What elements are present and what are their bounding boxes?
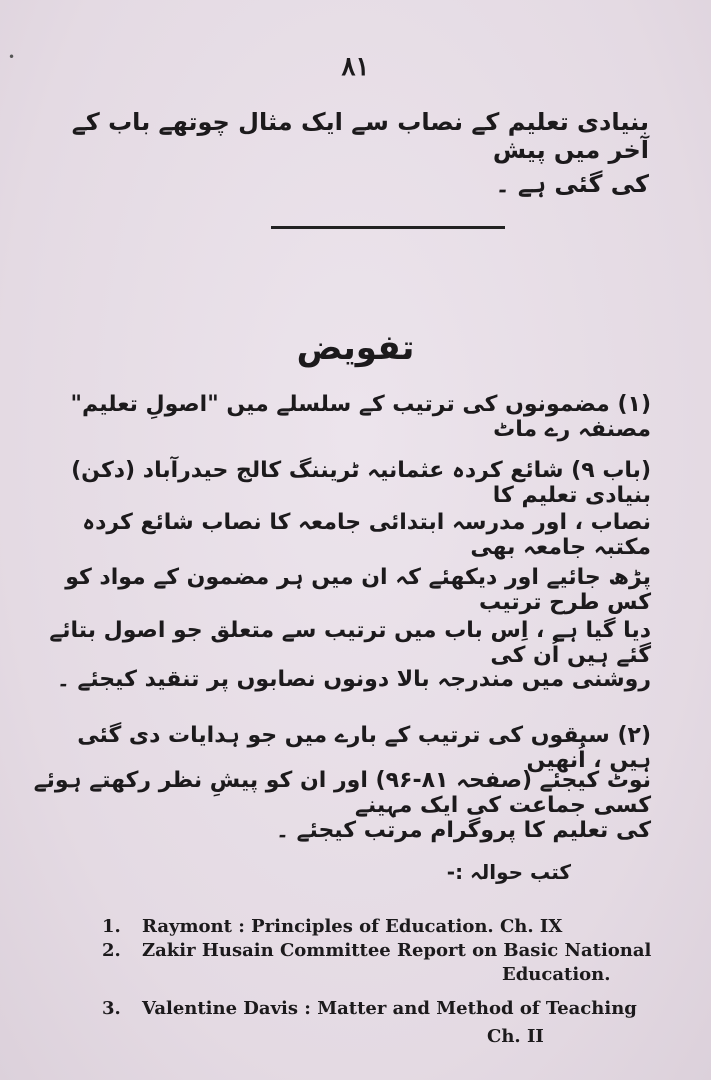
exercise-line: (۲) سبقوں کی ترتیب کے بارے میں جو ہدایات دی گئی ہیں ، اُنھیں [77,723,651,773]
page-number: ٨١ [341,52,370,82]
section-heading: تفویض [296,328,415,368]
exercise-line: روشنی میں مندرجہ بالا دونوں نصابوں پر تنقید کیجئے ۔ [56,667,651,692]
reference-text: Raymont : Principles of Education. Ch. IX [142,916,563,937]
intro-line: کی گئی ہے ۔ [495,170,649,198]
margin-mark: • [8,50,16,64]
references-heading: کتب حوالہ :- [446,860,571,884]
exercise-line: دیا گیا ہے ، اِس باب میں ترتیب سے متعلق جو اصول بتائے گئے ہیں اُن کی [49,618,651,668]
section-divider [271,226,505,229]
reference-number: 2. [102,940,121,961]
reference-text: Zakir Husain Committee Report on Basic National [142,940,652,961]
reference-continuation: Education. [502,964,611,985]
exercise-line: کی تعلیم کا پروگرام مرتب کیجئے ۔ [276,818,651,843]
exercise-line: نصاب ، اور مدرسہ ابتدائی جامعہ کا نصاب شائع کردہ مکتبہ جامعہ بھی [82,510,651,560]
reference-continuation: Ch. II [487,1026,544,1047]
reference-number: 1. [102,916,121,937]
intro-line: بنیادی تعلیم کے نصاب سے ایک مثال چوتھے باب کے آخر میں پیش [71,108,649,164]
exercise-line: نوٹ کیجئے (صفحہ ۸۱-۹۶) اور ان کو پیشِ نظر رکھتے ہوئے کسی جماعت کی ایک مہینے [33,768,651,818]
exercise-line: پڑھ جائیے اور دیکھئے کہ ان میں ہر مضمون کے مواد کو کس طرح ترتیب [65,565,651,615]
reference-text: Valentine Davis : Matter and Method of Teaching [142,998,637,1019]
reference-number: 3. [102,998,121,1019]
exercise-line: (باب ۹) شائع کردہ عثمانیہ ٹریننگ کالج حیدرآباد (دکن) بنیادی تعلیم کا [71,458,651,508]
exercise-line: (۱) مضمونوں کی ترتیب کے سلسلے میں "اصولِ تعلیم" مصنفہ رے ماٹ [70,392,651,442]
